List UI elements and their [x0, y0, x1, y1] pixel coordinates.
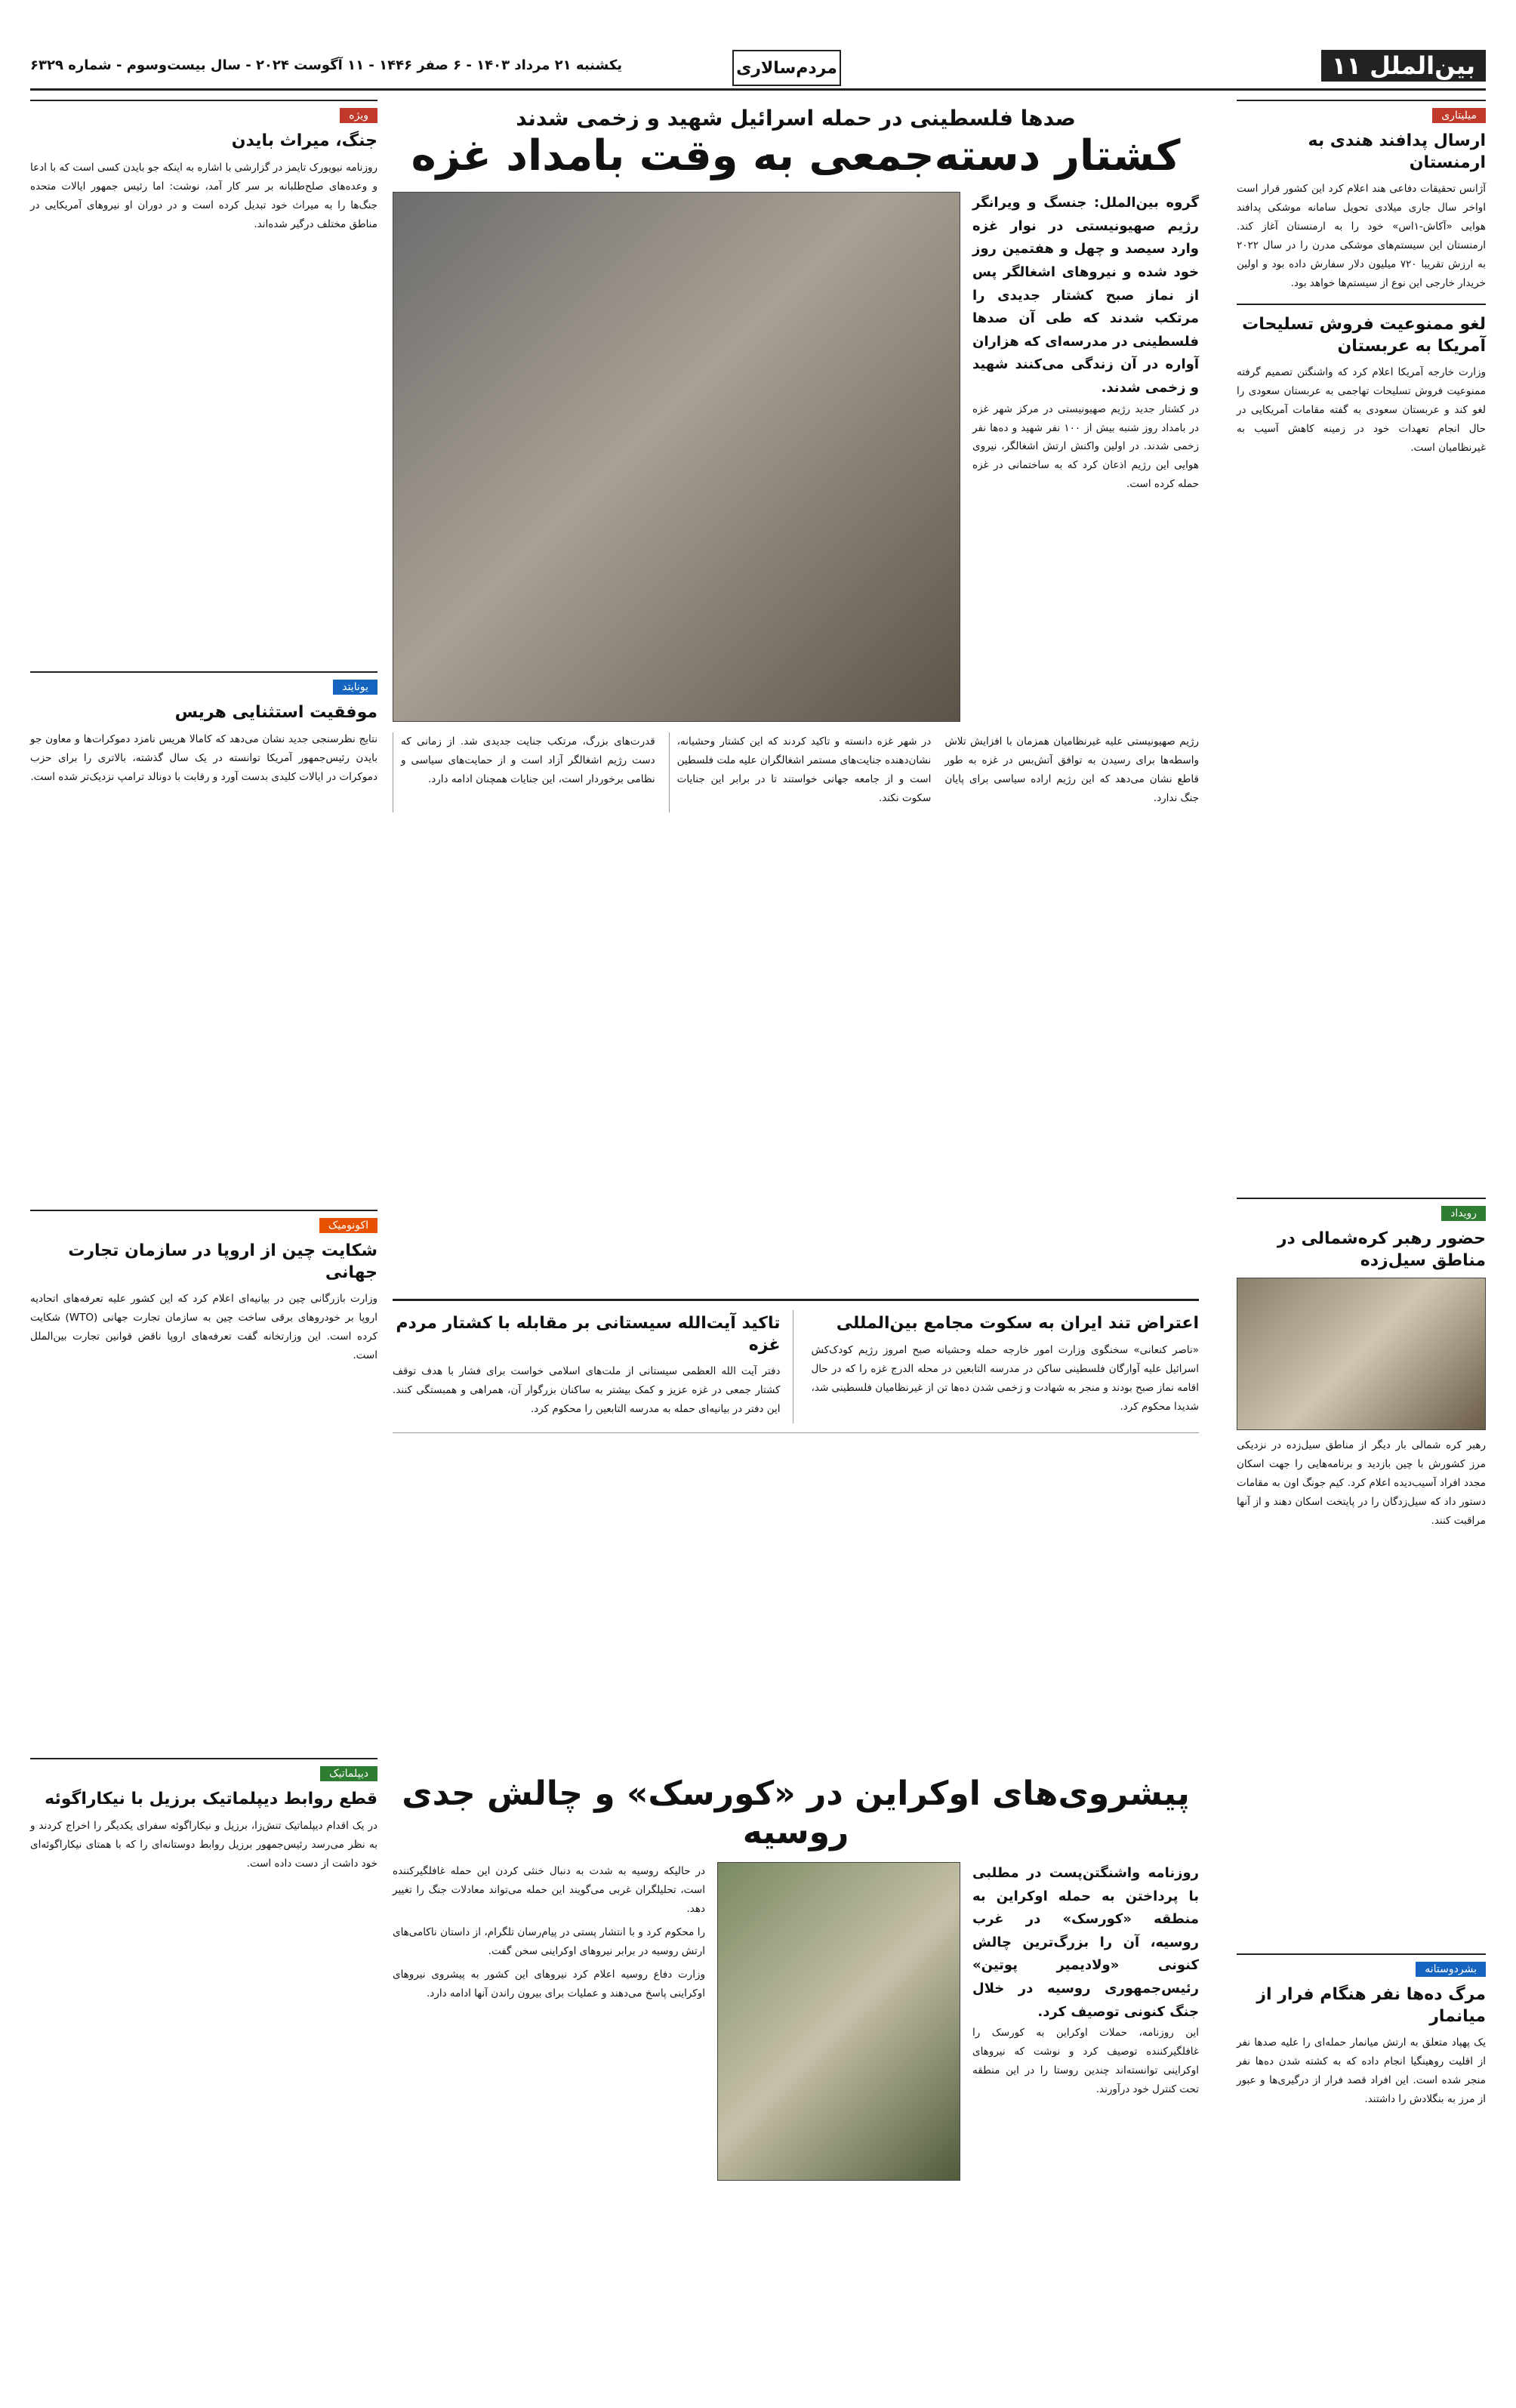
kursk-lead: روزنامه واشنگتن‌پست در مطلبی با پرداختن به حمله اوکراین به منطقه «کورسک» در غرب روسیه، آن را بزرگ‌ترین چالش کنونی «ولادیمیر پوتین» رئیس‌جمهوری روسیه در خلال جنگ کنونی توصیف کرد.	[972, 1865, 1199, 2020]
article-text: روزنامه نیویورک تایمز در گزارشی با اشاره به اینکه جو بایدن کسی است که با ادعا و وعده‌های صلح‌طلبانه بر سر کار آمد، نوشت: اما رئیس جمهور ایالات متحده جنگ‌ها را به میراث خود تبدیل کرده است و در دوران او نیروهای آمریکایی در مناطق مختلف درگیر شده‌اند.	[30, 161, 377, 230]
lead-kicker: صدها فلسطینی در حمله اسرائیل شهید و زخمی شدند	[516, 106, 1076, 131]
article-myanmar	[1237, 1953, 1486, 2109]
article-harris	[30, 671, 377, 787]
kursk-body: وزارت دفاع روسیه اعلام کرد نیروهای این کشور به پیشروی نیروهای اوکراینی پاسخ می‌دهند و عملیات برای بیرون راندن آنها ادامه دارد.	[393, 1968, 705, 1999]
article-title: قطع روابط دیپلماتیک برزیل با نیکاراگوئه	[45, 1790, 377, 1809]
kursk-story	[393, 1774, 1199, 2181]
article-brazil-nicaragua	[30, 1758, 377, 1873]
article-china-wto	[30, 1210, 377, 1365]
article-title: جنگ، میراث بایدن	[231, 131, 377, 150]
related-news	[393, 1299, 1199, 1433]
category-tag: دیپلماتیک	[320, 1766, 377, 1781]
article-title: حضور رهبر کره‌شمالی در مناطق سیل‌زده	[1277, 1229, 1486, 1270]
article-title: ارسال پدافند هندی به ارمنستان	[1308, 131, 1486, 172]
lead-body: در کشتار جدید رژیم صهیونیستی در مرکز شهر غزه در بامداد روز شنبه بیش از ۱۰۰ نفر شهید و ده‌ها نفر زخمی شدند. در اولین واکنش ارتش اشغالگر، نیروی هوایی این رژیم اذعان کرد که به ساختمانی در غزه حمله کرده است.	[972, 402, 1200, 491]
article-text: وزارت بازرگانی چین در بیانیه‌ای اعلام کرد که این کشور علیه تعرفه‌های اتحادیه اروپا بر خودروهای برقی ساخت چین به سازمان تجارت جهانی (WTO) شکایت کرده است. این وزارتخانه گفت تعرفه‌های اروپا ناقض قوانین تجارت بین‌الملل است.	[30, 1293, 377, 1362]
lead-paragraph: گروه بین‌الملل: جنسگ و ویرانگر رژیم صهیونیستی در نوار غزه وارد سیصد و چهل و هفتمین روز خود شده و نیروهای اشغالگر پس از نماز صبح کشتار جدیدی را مرتکب شدند که طی آن صدها فلسطینی در مدرسه‌ای که هزاران آواره در آن زندگی می‌کنند شهید و زخمی شدند.	[972, 195, 1199, 396]
article-text: نتایج نظرسنجی جدید نشان می‌دهد که کامالا هریس نامزد دموکرات‌ها و معاون جو بایدن رئیس‌جمهور آمریکا توانسته در یک سال گذشته، بالاتری را برای حزب دموکرات در ایالات کلیدی بدست آورد و رقابت با دونالد ترامپ نزدیک‌تر شده است.	[30, 733, 377, 783]
article-text: «ناصر کنعانی» سخنگوی وزارت امور خارجه حمله وحشیانه صبح امروز رژیم کودک‌کش اسرائیل علیه آوارگان فلسطینی ساکن در مدرسه التابعین در محله الدرج غزه را که در حال اقامه نماز صبح بودند و منجر به شهادت و زخمی شدن ده‌ها تن از غیرنظامیان فلسطینی شد، شدیدا محکوم کرد.	[811, 1343, 1199, 1413]
lead-body: در شهر غزه دانسته و تاکید کردند که این کشتار وحشیانه، نشان‌دهنده جنایت‌های مستمر اشغالگران علیه ملت فلسطین است و از جامعه جهانی خواستند تا در برابر این جنایات سکوت نکند.	[676, 735, 932, 805]
left-column	[30, 100, 377, 1884]
article-title: شکایت چین از اروپا در سازمان تجارت جهانی	[68, 1241, 377, 1282]
article-text: وزارت خارجه آمریکا اعلام کرد که واشنگتن تصمیم گرفته ممنوعیت فروش تسلیحات تهاجمی به عربستان سعودی را لغو کند و عربستان سعودی به گفته مقامات آمریکایی در حال انجام تعهدات خود در زمینه کاهش آسیب به غیرنظامیان است.	[1237, 366, 1486, 455]
lead-headline: کشتار دسته‌جمعی به وقت بامداد غزه	[411, 131, 1181, 180]
kursk-body: را محکوم کرد و با انتشار پستی در پیام‌رسان تلگرام، از داستان ناکامی‌های ارتش روسیه در برابر نیروهای اوکراینی سخن گفت.	[393, 1925, 705, 1957]
issue-info: یکشنبه ۲۱ مرداد ۱۴۰۳ - ۶ صفر ۱۴۴۶ - ۱۱ آگوست ۲۰۲۴ - سال بیست‌وسوم - شماره ۶۳۲۹	[30, 57, 623, 73]
article-title: مرگ ده‌ها نفر هنگام فرار از میانمار	[1256, 1985, 1486, 2026]
article-biden-war	[30, 100, 377, 233]
article-india-armenia	[1237, 100, 1486, 293]
category-tag: ویژه	[340, 108, 377, 123]
lead-body: رژیم صهیونیستی علیه غیرنظامیان همزمان با افزایش تلاش واسطه‌ها برای رسیدن به توافق آتش‌بس در غزه به طور قاطع نشان می‌دهد که این رژیم اراده سیاسی برای پایان جنگ ندارد.	[944, 735, 1199, 805]
page-header	[30, 47, 1486, 91]
right-column	[1237, 100, 1486, 2120]
north-korea-photo	[1237, 1278, 1486, 1430]
kursk-body: در حالیکه روسیه به شدت به دنبال خنثی کردن این حمله غافلگیرکننده است، تحلیلگران غربی می‌گویند این حمله می‌تواند معادلات جنگ را تغییر دهد.	[393, 1865, 705, 1915]
iran-protest-box	[812, 1310, 1200, 1423]
article-text: در یک اقدام دیپلماتیک تنش‌زا، برزیل و نیکاراگوئه سفرای یکدیگر را اخراج کردند و به نظر می‌رسد رئیس‌جمهور برزیل روابط دوستانه‌ای را که با همتای نیکاراگوئه‌ای خود داشت از دست داده است.	[30, 1819, 377, 1870]
category-tag: بشردوستانه	[1416, 1962, 1486, 1977]
article-title: لغو ممنوعیت فروش تسلیحات آمریکا به عربستان	[1242, 315, 1486, 356]
ukraine-soldier-photo	[717, 1862, 960, 2181]
category-tag: رویداد	[1441, 1206, 1486, 1221]
kursk-body: این روزنامه، حملات اوکراین به کورسک را غافلگیرکننده توصیف کرد و نوشت که نیروهای اوکراینی توانسته‌اند چندین روستا را در این منطقه تحت کنترل خود درآورند.	[972, 2027, 1199, 2096]
gaza-school-photo	[393, 192, 960, 722]
article-north-korea	[1237, 1198, 1486, 1531]
article-text: یک پهپاد متعلق به ارتش میانمار حمله‌ای را علیه صدها نفر از اقلیت روهینگیا انجام داده که به کشته شدن ده‌ها نفر منجر شده است. این افراد قصد فرار از درگیری‌ها و عبور از مرز به بنگلادش را داشتند.	[1237, 2036, 1486, 2106]
article-us-saudi	[1237, 304, 1486, 458]
article-title: موفقیت استثنایی هریس	[174, 703, 377, 723]
article-text: دفتر آیت الله العظمی سیستانی از ملت‌های اسلامی خواست برای فشار با هدف توقف کشتار جمعی در غزه عزیز و کمک بیشتر به ساکنان بزرگوار آن، همراهی و همبستگی کنند. این دفتر در بیانیه‌ای حمله به مدرسه التابعین را محکوم کرد.	[393, 1365, 781, 1416]
category-tag: یونایتد	[333, 680, 377, 695]
section-title: بین‌الملل ۱۱	[1321, 50, 1486, 82]
article-text: آژانس تحقیقات دفاعی هند اعلام کرد این کشور قرار است اواخر سال جاری میلادی تحویل سامانه موشکی پدافند هوایی «آکاش-۱اس» خود را به ارمنستان آغاز کند. ارمنستان این سیستم‌های موشکی مدرن را در سال ۲۰۲۲ به ارزش تقریبا ۷۲۰ میلیون دلار سفارش داده بود و اولین خریدار خارجی این نوع از سیستم‌ها خواهد بود.	[1237, 183, 1487, 290]
article-text: رهبر کره شمالی بار دیگر از مناطق سیل‌زده در نزدیکی مرز کشورش با چین بازدید و برنامه‌هایی را جهت اسکان مجدد افراد آسیب‌دیده اعلام کرد. کیم جونگ اون به مقامات دستور داد که سیل‌زدگان را در پایتخت اسکان دهند و از آنها مراقبت کنند.	[1237, 1439, 1486, 1528]
kursk-headline: پیشروی‌های اوکراین در «کورسک» و چالش جدی روسیه	[402, 1774, 1190, 1851]
article-title: تاکید آیت‌الله سیستانی بر مقابله با کشتار مردم غزه	[396, 1314, 781, 1355]
article-title: اعتراض تند ایران به سکوت مجامع بین‌المللی	[836, 1314, 1199, 1333]
lead-story	[393, 106, 1199, 812]
category-tag: میلیتاری	[1432, 108, 1486, 123]
sistani-box	[393, 1310, 793, 1423]
lead-body: قدرت‌های بزرگ، مرتکب جنایت جدیدی شد. از زمانی که دست رژیم اشغالگر آزاد است و از حمایت‌های سیاسی و نظامی برخوردار است، این جنایات همچنان ادامه دارد.	[400, 735, 655, 786]
newspaper-logo: مردم‌سالاری	[732, 50, 841, 86]
category-tag: اکونومیک	[319, 1218, 377, 1233]
